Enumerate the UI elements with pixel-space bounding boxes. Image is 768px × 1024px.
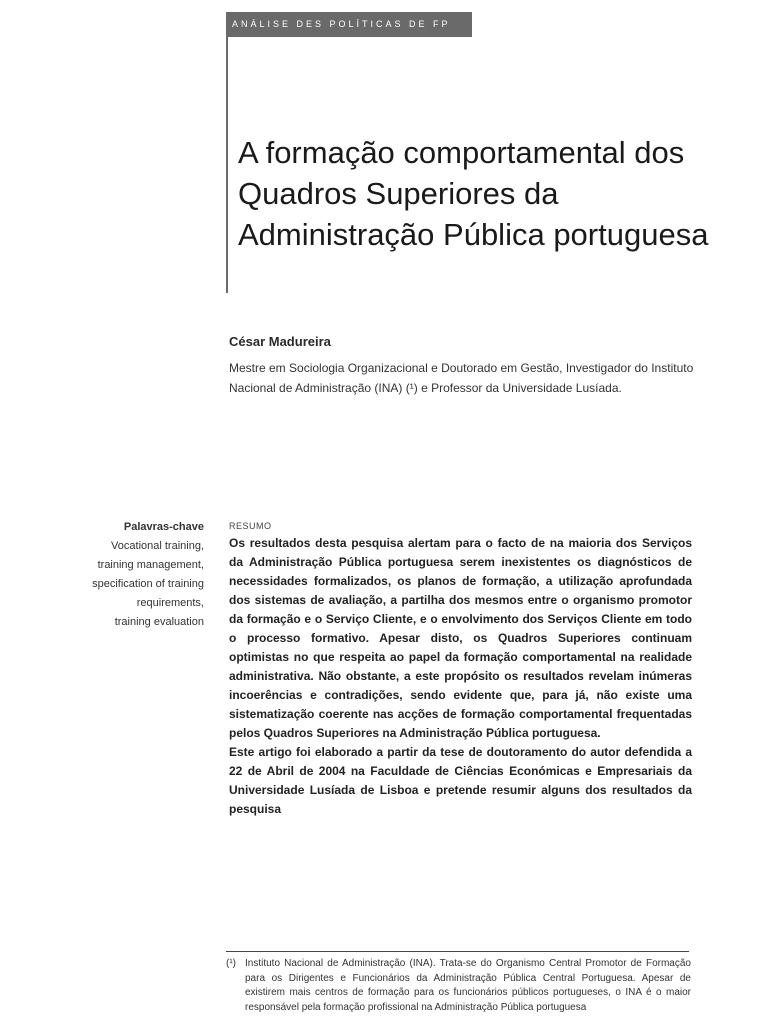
section-header-band bbox=[226, 12, 472, 37]
footnote-marker: (¹) bbox=[226, 958, 236, 969]
footnote-rule bbox=[226, 951, 689, 952]
keywords-heading: Palavras-chave bbox=[123, 521, 204, 533]
article-title: A formação comportamental dos Quadros Superiores da Administração Pública portuguesa bbox=[238, 135, 709, 252]
author-affiliation: Mestre em Sociologia Organizacional e Doutorado em Gestão, Investigador do Instituto Nacional de Administração (INA) (¹) e Professor da Universidade Lusíada. bbox=[229, 361, 694, 395]
keyword-item: training evaluation bbox=[114, 616, 204, 628]
abstract-paragraph: Este artigo foi elaborado a partir da tese de doutoramento do autor defendida a 22 de Abril de 2004 na Faculdade de Ciências Económicas e Empresariais da Universidade Lusíada de Lisboa e pretende resumir alguns dos resultados da pesquisa bbox=[229, 745, 692, 816]
vertical-rule bbox=[226, 37, 228, 293]
keyword-item: specification of training bbox=[92, 578, 204, 590]
abstract-label: RESUMO bbox=[229, 521, 272, 531]
section-label: ANÁLISE DES POLÍTICAS DE FP bbox=[232, 19, 451, 29]
keyword-item: Vocational training, bbox=[111, 540, 204, 552]
footnote bbox=[226, 957, 691, 1015]
abstract-paragraph: Os resultados desta pesquisa alertam para o facto de na maioria dos Serviços da Administração Pública portuguesa serem inexistentes os diagnósticos de necessidades formalizados, os planos de formação, a utilização aprofundada dos sistemas de avaliação, a partilha dos mesmos entre o organismo promotor da formação e o Serviço Cliente, e o envolvimento dos Serviços Cliente em todo o processo formativo. Apesar disto, os Quadros Superiores continuam optimistas no que respeita ao papel da formação comportamental na realidade administrativa. Não obstante, a este propósito os resultados revelam inúmeras incoerências e contradições, sendo evidente que, para já, não existe uma sistematização coerente nas acções de formação comportamental frequentadas pelos Quadros Superiores na Administração Pública portuguesa. bbox=[229, 536, 692, 740]
author-name: César Madureira bbox=[229, 334, 331, 349]
abstract-block bbox=[229, 521, 692, 819]
keywords-block bbox=[60, 518, 204, 632]
keyword-item: training management, bbox=[97, 559, 204, 571]
keyword-item: requirements, bbox=[136, 597, 204, 609]
footnote-text: Instituto Nacional de Administração (INA). Trata-se do Organismo Central Promotor de Formação para os Dirigentes e Funcionários da Administração Pública Central Portuguesa. Apesar de existirem mais centros de formação para os funcionários públicos portugueses, o INA é o maior responsável pela formação profissional na Administração Pública portuguesa bbox=[245, 958, 691, 1013]
